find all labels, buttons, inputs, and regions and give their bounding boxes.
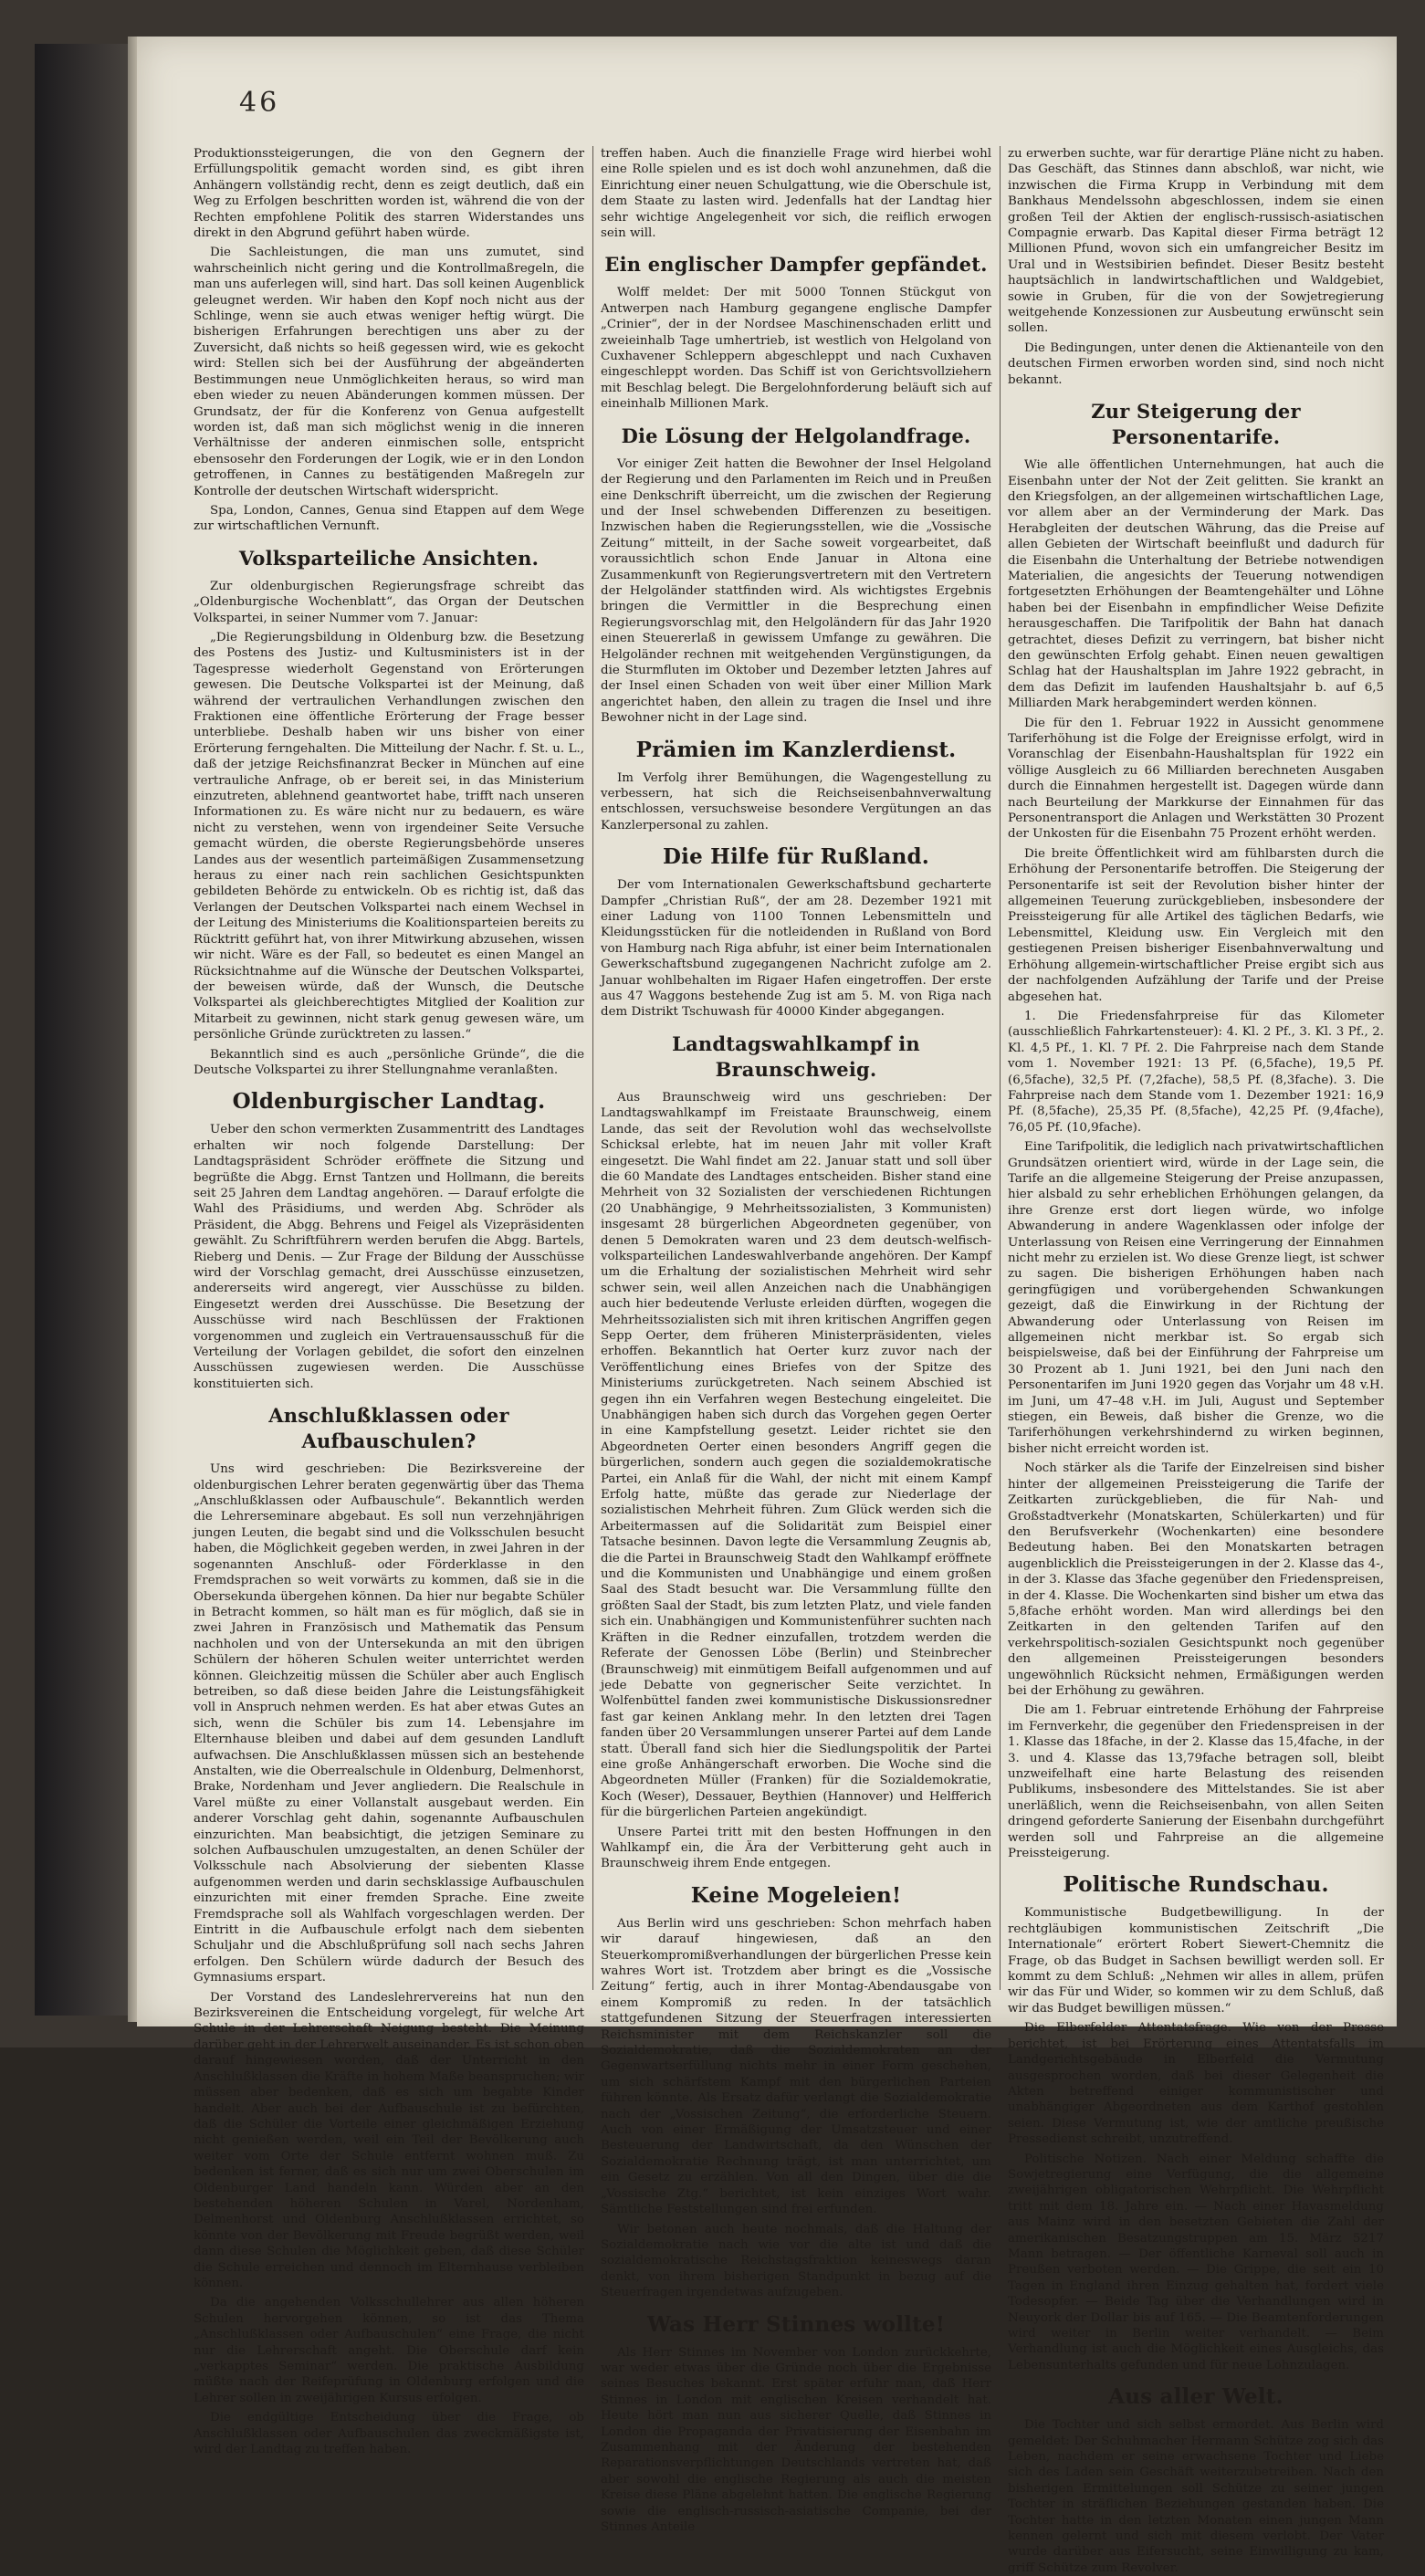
article-paragraph: Zur oldenburgischen Regierungsfrage schreibt das „Oldenburgische Wochenblatt“, das Organ der Deutschen Volkspartei, in seiner Nummer vom 7. Januar: [194, 579, 584, 625]
article-paragraph: Kommunistische Budgetbewilligung. In der rechtgläubigen kommunistischen Zeitschrift „Die Internationale“ erörtert Robert Siewert-Chemnitz die Frage, ob das Budget in Sachsen bewilligt werden soll. Er kommt zu dem Schluß: „Nehmen wir alles in allem, prüfen wir das Für und Wider, so kommen wir zu dem Schluß, daß wir das Budget bewilligen müssen.“ [1008, 1906, 1384, 2016]
article-headline: Aus aller Welt. [1108, 2384, 1284, 2410]
article-paragraph: Die Bedingungen, unter denen die Aktienanteile von den deutschen Firmen erworben worden sind, sind noch nicht bekannt. [1008, 340, 1384, 387]
article-headline: Ein englischer Dampfer gepfändet. [604, 253, 988, 277]
article-paragraph: Ueber den schon vermerkten Zusammentritt des Landtages erhalten wir noch folgende Darstellung: Der Landtagspräsident Schröder eröffnete die Sitzung und begrüßte die Abgg. Ernst Tantzen und Hollmann, die bereits seit 25 Jahren dem Landtag angehören. — Darauf erfolgte die Wahl des Präsidiums, und werden Abg. Schröder als Präsident, die Abgg. Behrens und Feigel als Vizepräsidenten gewählt. Zu Schriftführern werden berufen die Abgg. Bartels, Rieberg und Denis. — Zur Frage der Bildung der Ausschüsse wird der Vorschlag gemacht, drei Ausschüsse einzusetzen, andererseits wird angeregt, vier Ausschüsse zu bilden. Eingesetzt werden drei Ausschüsse. Die Besetzung der Ausschüsse wird nach Beschlüssen der Fraktionen vorgenommen und zugleich ein Vertrauensausschuß für die Verteilung der Vorlagen gebildet, die sofort den einzelnen Ausschüssen zugewiesen werden. Die Ausschüsse konstituierten sich. [194, 1123, 584, 1391]
article-headline: Die Hilfe für Rußland. [663, 844, 929, 870]
column-1 [194, 146, 584, 2457]
article-headline: Keine Mogeleien! [690, 1882, 902, 1908]
article-paragraph: zu erwerben suchte, war für derartige Pläne nicht zu haben. Das Geschäft, das Stinnes dann abschloß, war nicht, wie inzwischen die Firma Krupp in Verbindung mit dem Bankhaus Mendelssohn abgeschlossen, indem sie einen großen Teil der Aktien der englisch-russisch-asiatischen Compagnie erwarb. Das Kapital dieser Firma beträgt 12 Millionen Pfund, wovon sich ein umfangreicher Besitz im Ural und in Westsibirien befindet. Dieser Besitz besteht hauptsächlich in landwirtschaftlichen und Waldgebiet, sowie in Gruben, für die von der Sowjetregierung weitgehende Konzessionen zur Ausbeutung erwünscht sein sollen. [1008, 147, 1384, 336]
article-paragraph: 1. Die Friedensfahrpreise für das Kilometer (ausschließlich Fahrkartensteuer): 4. Kl. 2 Pf., 3. Kl. 3 Pf., 2. Kl. 4,5 Pf., 1. Kl. 7 Pf. 2. Die Fahrpreise nach dem Stande vom 1. November 1921: 13 Pf. (6,5fache), 19,5 Pf. (6,5fache), 32,5 Pf. (7,2fache), 58,5 Pf. (8,3fache). 3. Die Fahrpreise nach dem Stande vom 1. Dezember 1921: 16,9 Pf. (8,5fache), 25,35 Pf. (8,5fache), 42,25 Pf. (9,4fache), 76,05 Pf. (10,9fache). [1008, 1009, 1384, 1135]
article-paragraph: Aus Braunschweig wird uns geschrieben: Der Landtagswahlkampf im Freistaate Braunschweig, einem Lande, das seit der Revolution wohl das wechselvollste Schicksal erlebte, hat im neuen Jahr mit voller Kraft eingesetzt. Die Wahl findet am 22. Januar statt und soll über die 60 Mandate des Landtages entscheiden. Bisher stand eine Mehrheit von 32 Sozialisten der verschiedenen Richtungen (20 Unabhängige, 9 Mehrheitssozialisten, 3 Kommunisten) insgesamt 28 bürgerlichen Abgeordneten gegenüber, von denen 5 Demokraten waren und 23 dem deutsch-welfisch-volksparteilichen Landeswahlverbande angehören. Der Kampf um die Erhaltung der sozialistischen Mehrheit wird sehr schwer sein, weil allen Anzeichen nach die Unabhängigen auch hier bedeutende Verluste erleiden dürften, wogegen die Mehrheitssozialisten sich mit ihren kritischen Angriffen gegen Sepp Oerter, dem früheren Ministerpräsidenten, vieles erhoffen. Bekanntlich hat Oerter kurz zuvor nach der Veröffentlichung eines Briefes von der Spitze des Ministeriums zurückgetreten. Nach seinem Abschied ist gegen ihn ein Verfahren wegen Bestechung eingeleitet. Die Unabhängigen haben sich durch das Vorgehen gegen Oerter in eine Kampfstellung gesetzt. Leider richtet sie den Abgeordneten Oerter einen besonders Angriff gegen die bürgerlichen, sondern auch gegen die sozialdemokratische Partei, ein Anlaß für die Wahl, der nicht mit einem Kampf Erfolg hatte, müßte das gerade zur Niederlage der sozialistischen Mehrheit führen. Zum Glück werden sich die Arbeitermassen auf die Solidarität zum Beispiel einer Tatsache besinnen. Davon legte die Versammlung Zeugnis ab, die die Partei in Braunschweig Stadt den Wahlkampf eröffnete und die Kommunisten und Unabhängige und einem großen Saal des Stadt besucht war. Die Versammlung füllte den größten Saal der Stadt, bis zum letzten Platz, und viele fanden sich ein. Unabhängigen und Kommunistenführer suchten nach Kräften in die Redner einzufallen, trotzdem werden die Referate der Genossen Löbe (Berlin) und Steinbrecher (Braunschweig) mit einmütigem Beifall aufgenommen und auf jede Debatte von gegnerischer Seite verzichtet. In Wolfenbüttel fanden zwei kommunistische Diskussionsredner fast gar keinen Anklang mehr. In den letzten drei Tagen fanden über 20 Versammlungen unserer Partei auf dem Lande statt. Überall fand sich hier die Siedlungspolitik der Partei eine große Anhängerschaft erworben. Die Woche sind die Abgeordneten Müller (Franken) für die Sozialdemokratie, Koch (Weser), Dessauer, Beythien (Hannover) und Helfferich für die bürgerlichen Parteien angekündigt. [601, 1090, 991, 1820]
article-paragraph: treffen haben. Auch die finanzielle Frage wird hierbei wohl eine Rolle spielen und es ist doch wohl anzunehmen, daß die Einrichtung einer neuen Schulgattung, wie die Oberschule ist, dem Staate zu lasten wird. Jedenfalls hat der Landtag hier sehr wichtige Angelegenheit vor sich, die reiflich erwogen sein will. [601, 147, 991, 241]
article-paragraph: Der vom Internationalen Gewerkschaftsbund gecharterte Dampfer „Christian Ruß“, der am 28. Dezember 1921 mit einer Ladung von 1100 Tonnen Lebensmitteln und Kleidungsstücken für die notleidenden in Rußland von Bord von Hamburg nach Riga abfuhr, ist einer beim Internationalen Gewerkschaftsbund zugegangenen Nachricht zufolge am 2. Januar wohlbehalten im Rigaer Hafen eingetroffen. Der erste aus 47 Waggons bestehende Zug ist am 5. M. von Riga nach dem Distrikt Tschuwash für 40000 Kinder abgegangen. [601, 878, 991, 1020]
page-number: 46 [239, 87, 280, 119]
article-headline: Oldenburgischer Landtag. [232, 1089, 546, 1115]
column-2 [601, 146, 991, 2534]
article-paragraph: Als Herr Stinnes im November von London zurückkehrte, war weder etwas über die Gründe noch über die Ergebnisse seines Besuches bekannt. Erst später erfuhr man, daß Herr Stinnes in London mit englischen Kreisen verhandelt hat. Heute hört man nun aus sicherer Quelle, daß Stinnes in London die Propaganda der Privatisierung der Eisenbahn im Zusammenhang mit der Änderung der bestehenden Reparationsverpflichtungen Deutschlands vertreten hat, daß aber sowohl die englische Regierung als auch die meisten Kreise diese Pläne abgelehnt hatten. Die englische Regierung sowie die englisch-russisch-asiatische Companie, bei der Stinnes Anteile [601, 2345, 991, 2534]
article-headline: Anschlußklassen oder Aufbauschulen? [268, 1404, 509, 1453]
article-paragraph: Die endgültige Entscheidung über die Frage, ob Anschlußklassen oder Aufbauschulen das zweckmäßigste ist, wird der Landtag zu treffen haben. [194, 2411, 584, 2457]
article-headline: Zur Steigerung der Personentarife. [1091, 400, 1301, 449]
article-paragraph: Wie alle öffentlichen Unternehmungen, hat auch die Eisenbahn unter der Not der Zeit gelitten. Sie krankt an den Kriegsfolgen, an der allgemeinen wirtschaftlichen Lage, vor allem aber an der Verminderung der Mark. Das Herabgleiten der deutschen Währung, das die Preise auf allen Gebieten der Wirtschaft beeinflußt und dadurch für die Eisenbahn die Unterhaltung der Betriebe notwendigen Materialien, die angesichts der Teuerung notwendigen fortgesetzten Erhöhungen der Beamtengehälter und Löhne haben bei der Eisenbahn in empfindlicher Weise Defizite herausgeschaffen. Die Tarifpolitik der Bahn hat danach getrachtet, dieses Defizit zu verringern, bat bisher nicht den gewünschten Erfolg gehabt. Einen neuen gewaltigen Schlag hat der Haushaltsplan im Jahre 1922 gebracht, in dem das Defizit im laufenden Haushaltsjahr b. auf 6,5 Milliarden Mark herabgemindert werden können. [1008, 458, 1384, 711]
article-paragraph: Da die angehenden Volksschullehrer aus allen höheren Schulen hervorgehen können, so ist das Thema „Anschlußklassen oder Aufbauschulen“ eine Frage, die nicht nur die Lehrerschaft angeht. Die Oberschule darf kein „verkapptes Seminar“ werden. Die praktische Ausbildung müßte nach der Reifeprüfung in Oldenburg erfolgen und die Lehrer sollen in zweijährigen Kursus erfolgen. [194, 2296, 584, 2405]
article-headline: Die Lösung der Helgolandfrage. [621, 424, 971, 447]
article-paragraph: Die Elberfelder Attentatsfrage. Wie von der Presse berichtet, ist bei Erörterung eines Attentatsfalls im Landgerichtsgebäude in Elberfeld die Vermutung ausgesprochen worden, daß bei dieser Gelegenheit die Akten betreffend einiger kommunistischer und unabhängiger Abgeordneten aus dem Karthof gestohlen seien. Diese Vermutung ist, wie der amtliche preußische Pressedienst schreibt, unzutreffend. [1008, 2021, 1384, 2147]
article-paragraph: Die Tochter und sich selbst ermordet. Aus Berlin wird gemeldet: Der Schuhmacher Hermann Schütze zog sich das Leben, nachdem er seine erwachsene Tochter und Liebe sich des Laden sein Geschäft weiterzubetreiben. Nach den bisherigen Ermittelungen soll Schütze zu seiner jungen Tochter in sträflichen Beziehungen gestanden haben. Die Tochter hatte in den letzten Monaten einen jungen Mann kennen gelernt und sich mit diesem verlobt. Der Vater wurde darüber aus Eifersucht, seine Einwilligung zu kam, griff Schütze zum Revolver. [1008, 2418, 1384, 2575]
article-paragraph: Spa, London, Cannes, Genua sind Etappen auf dem Wege zur wirtschaftlichen Vernunft. [194, 503, 584, 534]
article-headline: Prämien im Kanzlerdienst. [635, 737, 957, 762]
column-divider [1000, 146, 1001, 1990]
article-headline: Volksparteiliche Ansichten. [238, 546, 540, 570]
article-paragraph: Die breite Öffentlichkeit wird am fühlbarsten durch die Erhöhung der Personentarife betroffen. Die Steigerung der Personentarife ist seit der Revolution bisher hinter der allgemeinen Teuerung zurückgeblieben, insbesondere der Preissteigerung für alle Artikel des täglichen Bedarfs, wie Lebensmittel, Kleidung usw. Ein Vergleich mit den gestiegenen Preisen bisheriger Eisenbahnverwaltung und Erhöhung allgemein-wirtschaftlicher Preise ergibt sich aus der nachfolgenden Aufzählung der Tarife und der Preise abgesehen hat. [1008, 846, 1384, 1004]
newspaper-page [137, 37, 1397, 2575]
article-paragraph: Die Sachleistungen, die man uns zumutet, sind wahrscheinlich nicht gering und die Kontrollmaßregeln, die man uns auferlegen will, sind hart. Das soll keinen Augenblick geleugnet werden. Wir haben den Kopf noch nicht aus der Schlinge, wenn sie auch etwas weniger heftig würgt. Die bisherigen Erfahrungen berechtigen uns aber zu der Zuversicht, daß nichts so heiß gegessen wird, wie es gekocht wird: Stellen sich bei der Ausführung der abgeänderten Bestimmungen neue Unmöglichkeiten heraus, so wird man eben wieder zu neuen Abänderungen kommen müssen. Der Grundsatz, der für die Konferenz von Genua aufgestellt worden ist, daß man sich möglichst wenig in die inneren Verhältnisse der anderen einmischen solle, entspricht ebensosehr den Forderungen der Logik, wie er in den London getroffenen, in Cannes zu bestätigenden Maßregeln zur Kontrolle der deutschen Wirtschaft widerspricht. [194, 246, 584, 498]
article-headline: Was Herr Stinnes wollte! [646, 2311, 946, 2337]
article-paragraph: Der Vorstand des Landeslehrervereins hat nun den Bezirksvereinen die Entscheidung vorgelegt, für welche Art Schule in der Lehrerschaft Neigung besteht. Die Meinung darüber geht in der Lehrerwelt auseinander. Es ist schon oben darauf hingewiesen worden, daß der Unterricht in den Anschlußklassen die Kräfte in hohem Maße beanspruchen; wir müssen aber bedenken, daß es sich um begabte Kinder handelt. Aber auch bei der Aufbauschule ist zu befürchten, daß die Schüler die Vorteile einer gleichmäßigen Erziehung nicht genießen werden, weil ein Teil der Bevölkerung auch weiter vom Orte der Schule entfernt wohnen muß. Zu bedenken ist ferner, daß es sich nur um zwei Oberschulen im Oldenburger Land handeln kann. Würden aber an den bestehenden höheren Schulen in Varel, Nordenham, Delmenhorst und Oldenburg Anschlußklassen errichtet, so könnte von der Bevölkerung mit Freude begrüßt werden, weil dann diese Schulen die Möglichkeit geben, daß diese Schüler die Schule erreichen und dennoch im Elternhause verbleiben können. [194, 1990, 584, 2290]
article-paragraph: Die für den 1. Februar 1922 in Aussicht genommene Tariferhöhung ist die Folge der Ereignisse erfolgt, wird in Voranschlag der Eisenbahn-Haushaltsplan für 1922 ein völlige Ausgleich zu 66 Milliarden berechneten Ausgaben durch die Einnahmen hergestellt ist. Dagegen würde dann nach Beurteilung der Markkurse der Einnahmen für das Personentransport die Anlagen und Werkstätten 30 Prozent der Unkosten für die Eisenbahn 75 Prozent erhöht werden. [1008, 716, 1384, 842]
article-paragraph: Aus Berlin wird uns geschrieben: Schon mehrfach haben wir darauf hingewiesen, daß an den Steuerkompromißverhandlungen der bürgerlichen Presse kein wahres Wort ist. Trotzdem aber bringt es die „Vossische Zeitung“ fertig, auch in ihrer Montag-Abendausgabe von einem Kompromiß zu reden. In der tatsächlich stattgefundenen Sitzung der Steuerfragen interessierten Reichsminister mit dem Reichskanzler soll die Sozialdemokratie, daß die Sozialdemokraten an der Gegenwartserfüllung nichts mehr in einer Form geschehen, um sich schärfstem Kampf mit den bürgerlichen Parteien führen könnte. Als Ersatz dafür verlangt die Sozialdemokratie nach der „Vossischen Zeitung“, die erforderliche Steuern. Auch von einer Ermäßigung der Umsatzsteuer und einer Besteuerung der Landwirtschaft, da den Wünschen der Sozialdemokratie Rechnung trägt, ist man unterrichtet, um ein Gesetz zu erzählen. Von all den Dingen, über die die „Vossische Ztg.“ berichtet, ist kein einziges Wort wahr. Sämtliche Feststellungen sind frei erfunden. [601, 1916, 991, 2217]
article-paragraph: Eine Tarifpolitik, die lediglich nach privatwirtschaftlichen Grundsätzen orientiert wird, würde in der Lage sein, die Tarife an die allgemeine Steigerung der Preise anzupassen, hier alsbald zu sehr erheblichen Erhöhungen gelangen, da ihre Grenze erst dort liegen würde, wo infolge Abwanderung in andere Wagenklassen oder infolge der Unterlassung von Reisen eine Verringerung der Einnahmen nicht mehr zu erzielen ist. Wo diese Grenze liegt, ist schwer zu sagen. Die bisherigen Erhöhungen haben nach geringfügigen und vorübergehenden Schwankungen gezeigt, daß die Einwirkung in der Richtung der Abwanderung oder Unterlassung von Reisen im allgemeinen nicht merkbar ist. So ergab sich beispielsweise, daß bei der Einführung der Fahrpreise um 30 Prozent ab 1. Juni 1921, bei den Juni nach den Personentarifen im Juni 1920 gegen das Vorjahr um 48 v.H. im Juni, um 47–48 v.H. im Juli, August und September stiegen, ein Beweis, daß bisher die Grenze, wo die Tariferhöhungen verkehrshindernd zu wirken beginnen, bisher nicht erreicht worden ist. [1008, 1140, 1384, 1456]
article-paragraph: Produktionssteigerungen, die von den Gegnern der Erfüllungspolitik gemacht worden sind, es gibt ihren Anhängern vollständig recht, denn es zeigt deutlich, daß ein Weg zu Erfolgen beschritten worden ist, während die von der Rechten empfohlene Politik des starren Widerstandes uns direkt in den Abgrund geführt haben würde. [194, 147, 584, 241]
article-paragraph: Noch stärker als die Tarife der Einzelreisen sind bisher hinter der allgemeinen Preissteigerung die Tarife der Zeitkarten zurückgeblieben, die für Nah- und Großstadtverkehr (Monatskarten, Schülerkarten) und für den Berufsverkehr (Wochenkarten) eine besondere Bedeutung haben. Bei den Monatskarten betragen augenblicklich die Preissteigerungen in der 2. Klasse das 4-, in der 3. Klasse das 3fache gegenüber den Friedenspreisen, in der 4. Klasse. Die Wochenkarten sind bisher um etwa das 5,8fache erhöht worden. Man wird allerdings bei den Zeitkarten in den geltenden Tarifen auf den verkehrspolitisch-sozialen Gesichtspunkt noch gegenüber den allgemeinen Preissteigerungen besonders ungewöhnlich Rücksicht nehmen, Ermäßigungen werden bei der Erhöhung zu gewähren. [1008, 1461, 1384, 1698]
article-paragraph: Politische Notizen. Nach einer Meldung schaffte die Sowjetregierung eine Verfügung, die die allgemeine zweijährigen obligatorischen Wehrpflicht. Die Wehrpflicht tritt mit dem 18. Jahre ein. — Nach einer Havasmeldung aus Mainz wird in den besetzten Gebieten die Zahl der amerikanischen Besatzungstruppen am 15. März 5217 Mann betragen. — Der öffentliche Karneval soll auch in Preußen verboten werden. — Die Grippe, die seit ein 10 Tagen in England ihren Einzug gehalten hat, fordert viele Todesopfer. — Beide Tag über die Verhandlungen wird in Neuyork der Dollar bis auf 165. — Die Beamtenforderungen wird weiter in Berlin weiter verhandelt. — Beim Verhandlung ist auch die Möglichkeit eines Ausgleichs, das Lebensunterhalts gefunden und für neue Lohnzulagen. [1008, 2152, 1384, 2372]
book-binding [35, 44, 135, 2016]
article-headline: Landtagswahlkampf in Braunschweig. [672, 1031, 920, 1081]
article-paragraph: Bekanntlich sind es auch „persönliche Gründe“, die die Deutsche Volkspartei zu ihrer Stellungnahme veranlaßten. [194, 1047, 584, 1077]
article-paragraph: Die am 1. Februar eintretende Erhöhung der Fahrpreise im Fernverkehr, die gegenüber den Friedenspreisen in der 1. Klasse das 18fache, in der 2. Klasse das 15,4fache, in der 3. und 4. Klasse das 13,79fache betragen soll, bleibt unzweifelhaft eine harte Belastung des reisenden Publikums, insbesondere des Mittelstandes. Sie ist aber unerläßlich, wenn die Reichseisenbahn, von allen Seiten dringend geforderte Sanierung der Eisenbahn durchgeführt werden soll und Fahrpreise an die allgemeine Preissteigerung. [1008, 1703, 1384, 1861]
column-3 [1008, 146, 1384, 2575]
article-paragraph: Uns wird geschrieben: Die Bezirksvereine der oldenburgischen Lehrer beraten gegenwärtig über das Thema „Anschlußklassen oder Aufbauschule“. Bekanntlich werden die Lehrerseminare abgebaut. Es soll nun verzehnjährigen jungen Leuten, die begabt sind und die Volksschulen besucht haben, die Möglichkeit gegeben werden, in zwei Jahren in der sogenannten Anschluß- oder Förderklasse in den Fremdsprachen so weit vorwärts zu kommen, daß sie in die Obersekunda übergehen können. Da hier nur begabte Schüler in Betracht kommen, so hält man es für möglich, daß sie in zwei Jahren in Französisch und Mathematik das Pensum nachholen und von der Untersekunda an mit den übrigen Schülern der höheren Schulen weiter unterrichtet werden können. Gleichzeitig müssen die Schüler aber auch Englisch betreiben, so daß diese beiden Jahre die Leistungsfähigkeit voll in Anspruch nehmen werden. Es hat aber etwas Gutes an sich, wenn die Schüler bis zum 14. Lebensjahre im Elternhause bleiben und dabei auf dem gesunden Landluft aufwachsen. Die Anschlußklassen müssen sich an bestehende Anstalten, wie die Oberrealschule in Oldenburg, Delmenhorst, Brake, Nordenham und Jever angliedern. Die Realschule in Varel müßte zu einer Vollanstalt ausgebaut werden. Ein anderer Vorschlag geht dahin, sogenannte Aufbauschulen einzurichten. Man beabsichtigt, die jetzigen Seminare zu solchen Aufbauschulen umzugestalten, an denen Schüler der Volksschule nach Absolvierung der siebenten Klasse aufgenommen werden und darin sechsklassige Aufbauschulen einzurichten mit einer fremden Sprache. Eine zweite Fremdsprache soll als Wahlfach vorgeschlagen werden. Der Eintritt in die Aufbauschule erfolgt nach dem siebenten Schuljahr und die Abschlußprüfung soll nach sechs Jahren erfolgen. Den Schülern würde dadurch der Besuch des Gymnasiums erspart. [194, 1462, 584, 1985]
article-paragraph: „Die Regierungsbildung in Oldenburg bzw. die Besetzung des Postens des Justiz- und Kultusministers ist in der Tagespresse wiederholt Gegenstand von Erörterungen gewesen. Die Deutsche Volkspartei ist der Meinung, daß während der vertraulichen Verhandlungen zwischen den Fraktionen eine öffentliche Erörterung der Frage besser unterbliebe. Deshalb haben wir uns bisher von einer Erörterung ferngehalten. Die Mitteilung der Nachr. f. St. u. L., daß der jetzige Reichsfinanzrat Becker in München auf eine vertrauliche Anfrage, ob er bereit sei, in das Ministerium einzutreten, ablehnend geantwortet habe, trifft nach unseren Informationen zu. Es wäre nicht nur zu bedauern, es wäre nicht zu verstehen, wenn von irgendeiner Seite Versuche gemacht würden, die oberste Regierungsbehörde unseres Landes aus der wesentlich parteimäßigen Zusammensetzung heraus zu einer nach rein sachlichen Gesichtspunkten gebildeten Behörde zu entwickeln. Ob es richtig ist, daß das Verlangen der Deutschen Volkspartei nach einem Wechsel in der Leitung des Ministeriums die Koalitionsparteien bereits zu Rücktritt geführt hat, von ihrer Mitwirkung abzusehen, wissen wir nicht. Wäre es der Fall, so bedeutet es einen Mangel an Rücksichtnahme auf die Wünsche der Deutschen Volkspartei, der beweisen würde, daß der Wunsch, die Deutsche Volkspartei als gleichberechtigtes Mitglied der Koalition zur Mitarbeit zu gewinnen, nicht stark genug gewesen wäre, um persönliche Gründe zurücktreten zu lassen.“ [194, 630, 584, 1042]
article-paragraph: Wir betonen auch heute nochmals, daß die Haltung der Sozialdemokratie nach wie vor die alte ist und daß die sozialdemokratische Reichstagsfraktion keineswegs daran denkt, von ihrem bisherigen Standpunkt in bezug auf die Steuerfragen irgendetwas aufzugeben. [601, 2222, 991, 2300]
article-paragraph: Vor einiger Zeit hatten die Bewohner der Insel Helgoland der Regierung und den Parlamenten im Reich und in Preußen eine Denkschrift überreicht, um die zwischen der Regierung und der Insel schwebenden Differenzen zu beseitigen. Inzwischen haben die Regierungsstellen, wie die „Vossische Zeitung“ mitteilt, in der Sache soweit vorgearbeitet, daß voraussichtlich schon Ende Januar in Altona eine Zusammenkunft von Regierungsvertretern mit den Vertretern der Helgoländer stattfinden wird. Als wichtigstes Ergebnis bringen die Vermittler in die Besprechung einen Regierungsvorschlag mit, den Helgoländern für das Jahr 1920 einen Steuererlaß in gewissem Umfange zu gewähren. Die Helgoländer rechnen mit weitgehenden Vergünstigungen, da die Sturmfluten im Oktober und Dezember letzten Jahres auf der Insel einen Schaden von weit über einer Million Mark angerichtet haben, den allein zu tragen die Insel und ihre Bewohner nicht in der Lage sind. [601, 456, 991, 726]
article-headline: Politische Rundschau. [1063, 1872, 1329, 1898]
article-paragraph: Im Verfolg ihrer Bemühungen, die Wagengestellung zu verbessern, hat sich die Reichseisenbahnverwaltung entschlossen, versuchsweise besondere Vergütungen an das Kanzlerpersonal zu zahlen. [601, 770, 991, 832]
column-divider [592, 146, 593, 1990]
article-paragraph: Wolff meldet: Der mit 5000 Tonnen Stückgut von Antwerpen nach Hamburg gegangene englische Dampfer „Crinier“, der in der Nordsee Maschinenschaden erlitt und zweieinhalb Tage umhertrieb, ist westlich von Helgoland von Cuxhavener Schleppern abgeschleppt und nach Cuxhaven eingeschleppt worden. Das Schiff ist von Gerichtsvollziehern mit Beschlag belegt. Die Bergelohnforderung beläuft sich auf eineinhalb Millionen Mark. [601, 286, 991, 412]
article-paragraph: Unsere Partei tritt mit den besten Hoffnungen in den Wahlkampf ein, die Ära der Verbitterung geht auch in Braunschweig ihrem Ende entgegen. [601, 1825, 991, 1871]
